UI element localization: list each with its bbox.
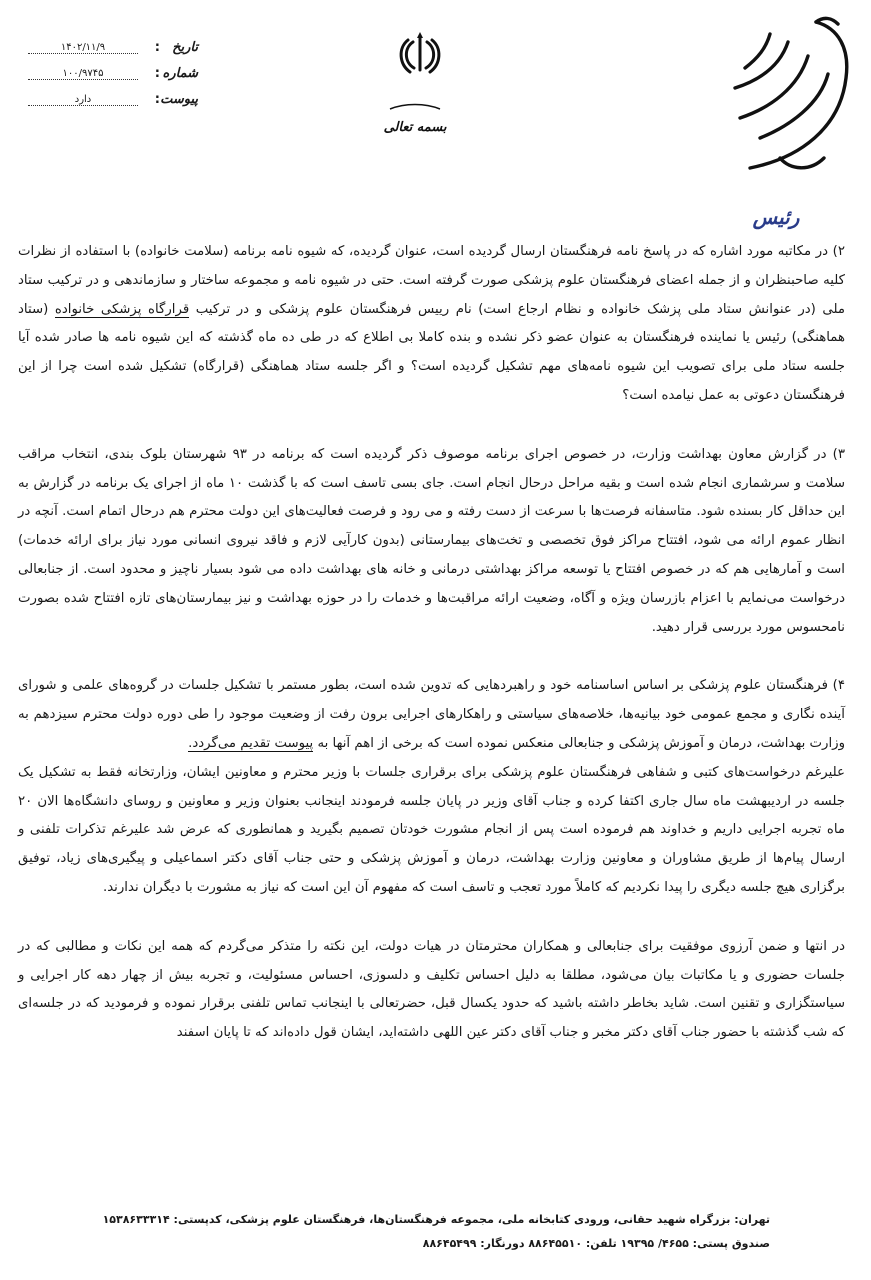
paragraph-5: در انتها و ضمن آرزوی موفقیت برای جنابعالی و همکاران محترمتان در هیات دولت، این نکته را متذکر می‌گردم که همه این نکات و مطالبی که در جلسات حضوری و یا مکاتبات بیان می‌شود، مطلقا به دلیل احساس تکلیف و دلسوزی، احساس مسئولیت، و تجربه بیش از چهار دهه کار اجرایی و سیاستگزاری و تقنین است. شاید بخاطر داشته باشید که حدود یکسال قبل، حضرتعالی با اینجانب تماس تلفنی برقرار نموده و فرمودید که در جلسه‌ای که شب گذشته با حضور جناب آقای دکتر مخبر و جناب آقای دکتر عین اللهی داشته‌اید، ایشان قول داده‌اند که تا پایان اسفند [18, 938, 845, 1041]
date-value: ۱۴۰۲/۱۱/۹ [28, 42, 138, 54]
number-value: ۱۰۰/۹۷۴۵ [28, 68, 138, 80]
academy-logo [720, 8, 855, 178]
footer-contact: صندوق پستی: ۴۶۵۵/ ۱۹۳۹۵ تلفن: ۸۸۶۴۵۵۱۰ دورنگار: ۸۸۶۴۵۴۹۹ [422, 1237, 770, 1250]
paragraph-4: ۴) فرهنگستان علوم پزشکی بر اساس اساسنامه خود و راهبردهایی که تدوین شده است، بطور مستمر با تشکیل جلسات در گروه‌های علمی و شورای آینده نگاری و مجمع عمومی خود بیانیه‌ها، خلاصه‌های سیاستی و راهکارهای اجرایی برون رفت از وضعیت موجود را طی دوره دولت محترم سیزدهم به وزارت بهداشت، درمان و آموزش پزشکی و جنابعالی منعکس نموده است که برخی از اهم آنها به پیوست تقدیم می‌گردد. علیرغم درخواست‌های کتبی و شفاهی فرهنگستان علوم پزشکی برای برقراری جلسات با وزیر محترم و معاونین ایشان، وزارتخانه فقط به تشکیل یک جلسه در اردیبهشت ماه سال جاری اکتفا کرده و جناب آقای وزیر در پایان جلسه فرمودند اینجانب بعنوان وزیر و معاونین و روسای دانشگاه‌ها الان ۲۰ ماه تجربه اجرایی داریم و خداوند هم فرموده است پس از انجام مشورت خودتان تصمیم بگیرید و همانطوری که عرض شد علیرغم تذکرات تلفنی و ارسال پیام‌ها از طریق مشاوران و معاونین وزارت بهداشت، درمان و آموزش پزشکی و حتی جناب آقای دکتر اسماعیلی و پیگیری‌های زیاد، توفیق برگزاری هیچ جلسه دیگری را پیدا نکردیم که کاملاً مورد تعجب و تاسف است که مفهوم آن این است که نیاز به مشورت با دیگران ندارند. [18, 678, 845, 895]
besmeh-calligraphy [380, 95, 450, 143]
paragraph-3: ۳) در گزارش معاون بهداشت وزارت، در خصوص اجرای برنامه موصوف ذکر گردیده است که برنامه در ۹۳ شهرستان بلوک بندی، انتخاب مراقب سلامت و سرشماری انجام شده است و بقیه مراحل درحال انجام است. جای بسی تاسف است که با گذشت ۱۰ ماه از اجرای یک برنامه در گزارش به این حداقل کار بسنده شود. متاسفانه فرصت‌ها با سرعت از دست رفته و می رود و فرصت فعالیت‌های این دولت محترم هم درحال اتمام است. آنچه در انظار عموم ارائه می شود، افتتاح مراکز فوق تخصصی و تخت‌های بیمارستانی (بدون کارآیی لازم و فاقد نیروی انسانی مورد نیاز برای ارائه خدمات) است و آمارهایی هم که در خصوص افتتاح یا توسعه مراکز بهداشتی درمانی و خانه های بهداشت داده می شود بسیار ناچیز و محدود است. از جنابعالی درخواست می‌نمایم با اعزام بازرسان ویژه و آگاه، وضعیت ارائه مراقبت‌ها و خدمات را در حوزه بهداشت و نیز بیمارستان‌های تازه افتتاح شده بصورت نامحسوس مورد بررسی قرار دهید. [18, 446, 845, 635]
footer-address: تهران: بزرگراه شهید حقانی، ورودی کتابخانه ملی، مجموعه فرهنگستان‌ها، فرهنگستان علوم پزشکی، کدپستی: ۱۵۳۸۶۳۳۳۱۴ [102, 1213, 770, 1226]
letter-footer [90, 1208, 770, 1256]
number-row: شماره : ۱۰۰/۹۷۴۵ [28, 66, 198, 92]
date-label: تاریخ [172, 40, 198, 55]
underlined-phrase: قرارگاه پزشکی خانواده [54, 301, 190, 317]
paragraph-2: ۲) در مکاتبه مورد اشاره که در پاسخ نامه فرهنگستان ارسال گردیده است، عنوان گردیده، که شیوه نامه برنامه (سلامت خانواده) با استفاده از نظرات کلیه صاحبنظران و از جمله اعضای فرهنگستان علوم پزشکی صورت گرفته است. حتی در شیوه نامه و مجموعه ساختار و سازماندهی و در ترکیب ستاد ملی (در عنوانش ستاد ملی پزشک خانواده و نظام ارجاع است) نام رییس فرهنگستان علوم پزشکی و در ترکیب قرارگاه پزشکی خانواده (ستاد هماهنگی) رئیس یا نماینده فرهنگستان به عنوان عضو ذکر نشده و بنده کاملا بی اطلاع که در طی ده ماه گذشته که این شیوه نامه ها صادر شده آیا جلسه ستاد ملی برای تصویب این شیوه نامه‌های مهم تشکیل گردیده است؟ و اگر جلسه ستاد هماهنگی (قرارگاه) تشکیل شده است چرا از این فرهنگستان دعوتی به عمل نیامده است؟ [18, 244, 846, 403]
letter-meta [28, 40, 198, 118]
underlined-phrase: پیوست تقدیم می‌گردد. [188, 735, 314, 751]
svg-text:رئیس: رئیس [752, 205, 800, 229]
date-row: تاریخ : ۱۴۰۲/۱۱/۹ [28, 40, 198, 66]
iran-emblem-icon [396, 30, 444, 78]
svg-text:بسمه تعالی: بسمه تعالی [383, 120, 447, 135]
number-label: شماره [162, 66, 198, 81]
attachment-row: پیوست : دارد [28, 92, 198, 118]
attachment-value: دارد [28, 94, 138, 106]
letter-body [18, 238, 845, 1048]
attachment-label: پیوست [160, 92, 198, 107]
president-title [742, 200, 810, 234]
